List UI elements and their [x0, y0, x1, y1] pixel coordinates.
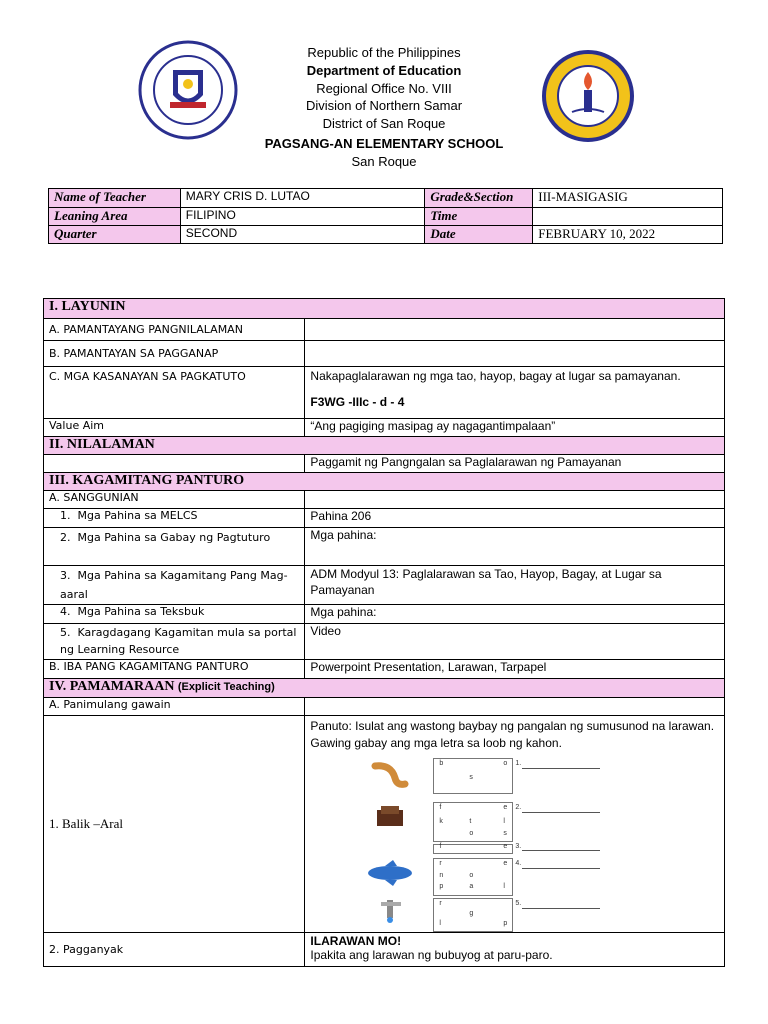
answer-line-1 [522, 768, 600, 769]
sanggunian-label: A. SANGGUNIAN [44, 491, 305, 509]
time-label: Time [425, 208, 533, 226]
resource-row-1-value: Pahina 206 [305, 509, 725, 528]
quarter-label: Quarter [49, 226, 181, 244]
lesson-plan-table [43, 298, 725, 967]
date-label: Date [425, 226, 533, 244]
answer-line-3 [522, 850, 600, 851]
time-value [533, 208, 723, 226]
panimulang-gawain-value [305, 698, 725, 716]
header-school-name: PAGSANG-AN ELEMENTARY SCHOOL [264, 136, 504, 151]
pamantayang-pangnilalaman-value [305, 319, 725, 341]
iba-pang-kagamitan-label: B. IBA PANG KAGAMITANG PANTURO [44, 660, 305, 679]
chocolate-icon [373, 804, 409, 830]
pagganyak-title: ILARAWAN MO! [310, 934, 402, 948]
panimulang-gawain-label: A. Panimulang gawain [44, 698, 305, 716]
pamantayan-pagganap-value [305, 341, 725, 367]
answer-num-4: 4. [515, 860, 522, 867]
nilalaman-blank [44, 455, 305, 473]
worksheet: b o s f e k t l o s f e r e n o p a l r g l p 1. 2. 3. 4. 5. [365, 756, 605, 932]
resource-row-1-label: 1. Mga Pahina sa MELCS [44, 509, 305, 528]
pamamaraan-note: (Explicit Teaching) [177, 681, 275, 693]
balik-aral-value [305, 716, 725, 933]
header-deped: Department of Education [306, 63, 462, 78]
section-layunin: I. LAYUNIN [44, 299, 725, 319]
resource-row-5-label: 5. Karagdagang Kagamitan mula sa portal ng Learning Resource [44, 624, 305, 660]
worm-icon [371, 760, 411, 790]
answer-num-2: 2. [515, 804, 522, 811]
pamamaraan-title: IV. PAMAMARAAN [49, 679, 175, 694]
answer-line-5 [522, 908, 600, 909]
resource-row-2-label: 2. Mga Pahina sa Gabay ng Pagtuturo [44, 528, 305, 566]
pamantayang-pangnilalaman-label: A. PAMANTAYANG PANGNILALAMAN [44, 319, 305, 341]
balik-aral-instructions: Panuto: Isulat ang wastong baybay ng pangalan ng sumusunod na larawan. Gawing gabay ang mga letra sa loob ng kahon. [310, 719, 715, 750]
section-kagamitang-panturo: III. KAGAMITANG PANTURO [44, 473, 725, 491]
resource-row-2-value: Mga pahina: [305, 528, 725, 566]
answer-line-2 [522, 812, 600, 813]
answer-num-3: 3. [515, 843, 522, 850]
pagganyak-text: Ipakita ang larawan ng bubuyog at paru-paro. [310, 948, 553, 962]
header-district: District of San Roque [322, 116, 446, 131]
section-nilalaman: II. NILALAMAN [44, 437, 725, 455]
pamantayan-pagganap-label: B. PAMANTAYAN SA PAGGANAP [44, 341, 305, 367]
area-value: FILIPINO [180, 208, 425, 226]
resource-row-4-value: Mga pahina: [305, 605, 725, 624]
area-label: Leaning Area [49, 208, 181, 226]
pagganyak-label: 2. Pagganyak [44, 933, 305, 967]
value-aim-value: “Ang pagiging masipag ay nagagantimpalaan” [305, 419, 725, 437]
grade-value: III-MASIGASIG [533, 189, 723, 208]
faucet-icon [377, 898, 407, 924]
kasanayan-value [305, 367, 725, 419]
nilalaman-value: Paggamit ng Pangngalan sa Paglalarawan ng Pamayanan [305, 455, 725, 473]
answer-num-1: 1. [515, 760, 522, 767]
teacher-value: MARY CRIS D. LUTAO [180, 189, 425, 208]
header-town: San Roque [351, 154, 417, 169]
teacher-info-table [48, 188, 723, 244]
section-pamamaraan [44, 679, 725, 698]
grade-label: Grade&Section [425, 189, 533, 208]
value-aim-label: Value Aim [44, 419, 305, 437]
resource-row-4-label: 4. Mga Pahina sa Teksbuk [44, 605, 305, 624]
resource-row-3-label: 3. Mga Pahina sa Kagamitang Pang Mag-aaral [44, 566, 305, 605]
header-republic: Republic of the Philippines [307, 45, 461, 60]
pagganyak-value [305, 933, 725, 967]
kasanayan-label: C. MGA KASANAYAN SA PAGKATUTO [44, 367, 305, 419]
header-division: Division of Northern Samar [305, 98, 463, 113]
date-value: FEBRUARY 10, 2022 [533, 226, 723, 244]
answer-line-4 [522, 868, 600, 869]
sanggunian-value [305, 491, 725, 509]
resource-row-5-value: Video [305, 624, 725, 660]
airplane-icon [365, 860, 415, 886]
answer-num-5: 5. [515, 900, 522, 907]
kasanayan-text: Nakapaglalarawan ng mga tao, hayop, bagay at lugar sa pamayanan. [310, 369, 681, 383]
header-region: Regional Office No. VIII [316, 81, 452, 96]
iba-pang-kagamitan-value: Powerpoint Presentation, Larawan, Tarpapel [305, 660, 725, 679]
balik-aral-label: 1. Balik –Aral [44, 716, 305, 933]
kasanayan-code: F3WG -IIIc - d - 4 [310, 395, 405, 409]
resource-row-3-value: ADM Modyul 13: Paglalarawan sa Tao, Hayop, Bagay, at Lugar sa Pamayanan [305, 566, 725, 605]
teacher-label: Name of Teacher [49, 189, 181, 208]
quarter-value: SECOND [180, 226, 425, 244]
